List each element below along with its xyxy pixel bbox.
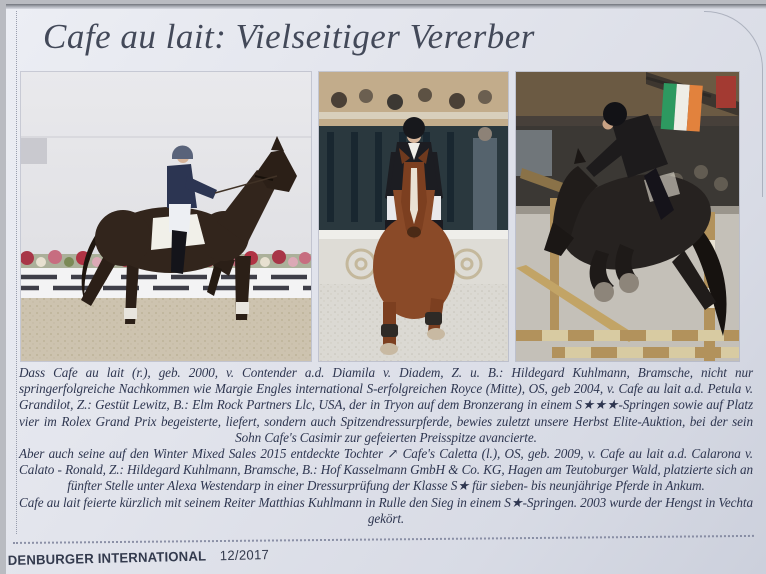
- photo-row: [21, 72, 741, 361]
- canter-horse-illustration: [319, 72, 508, 361]
- printed-left-border: [16, 11, 18, 534]
- article-paragraph-2: Aber auch seine auf den Winter Mixed Sales 2015 entdeckte Tochter ↗ Cafe's Caletta (l.), OS, geb. 2009, v. Cafe au lait a.d. Calarona v. Calato - Ronald, Z.: Hildegard Kuhlmann, Bramsche, B.: Hof Kasselmann GmbH & Co. KG, Hagen am Teutoburger Wald, platzierte sich an fünfter Stelle unter Alexa Westendarp in einer Dressurprüfung der Klasse S★ für sieben- bis neunjährige Pferde in Ankum.: [19, 446, 753, 494]
- magazine-page: [6, 4, 766, 574]
- dressage-horse-illustration: [21, 72, 311, 361]
- page-footer: [8, 546, 270, 570]
- bottom-dotted-rule: [13, 535, 754, 544]
- photo-cafe-au-lait-jumping: [516, 72, 739, 361]
- article-text: [19, 365, 753, 527]
- second-flag: [716, 76, 736, 108]
- article-paragraph-3: Cafe au lait feierte kürzlich mit seinem Reiter Matthias Kuhlmann in Rulle den Sieg in einem S★-Springen. 2003 wurde der Hengst in Vechta gekört.: [19, 494, 753, 526]
- issue-number: 12/2017: [219, 547, 270, 564]
- page-top-edge: [6, 4, 766, 9]
- jumping-horse-illustration: [516, 72, 739, 361]
- photo-cafes-caletta-dressage: [21, 72, 311, 361]
- page-title: Cafe au lait: Vielseitiger Vererber: [43, 17, 535, 56]
- article-paragraph-1: Dass Cafe au lait (r.), geb. 2000, v. Contender a.d. Diamila v. Diadem, Z. u. B.: Hildegard Kuhlmann, Bramsche, nicht nur springerfolgreiche Nachkommen wie Margie Engles international S-erfolgreichen Royce (Mitte), OS, geb 2004, v. Cafe au lait a.d. Petula v. Grandilot, Z.: Gestüt Lewitz, B.: Elm Rock Partners Llc, USA, der in Tryon auf dem Bronzerang in einem S★★★-Springen sowie auf Platz vier im Rolex Grand Prix begeisterte, liefert, sondern auch Spitzendressurpferde, bewies zuletzt unsere Herbst Elite-Auktion, bei der sein Sohn Cafe's Casimir zur gefeierten Preisspitze avancierte.: [19, 365, 753, 445]
- magazine-name: DENBURGER INTERNATIONAL: [7, 548, 207, 569]
- photo-royce-canter: [319, 72, 508, 361]
